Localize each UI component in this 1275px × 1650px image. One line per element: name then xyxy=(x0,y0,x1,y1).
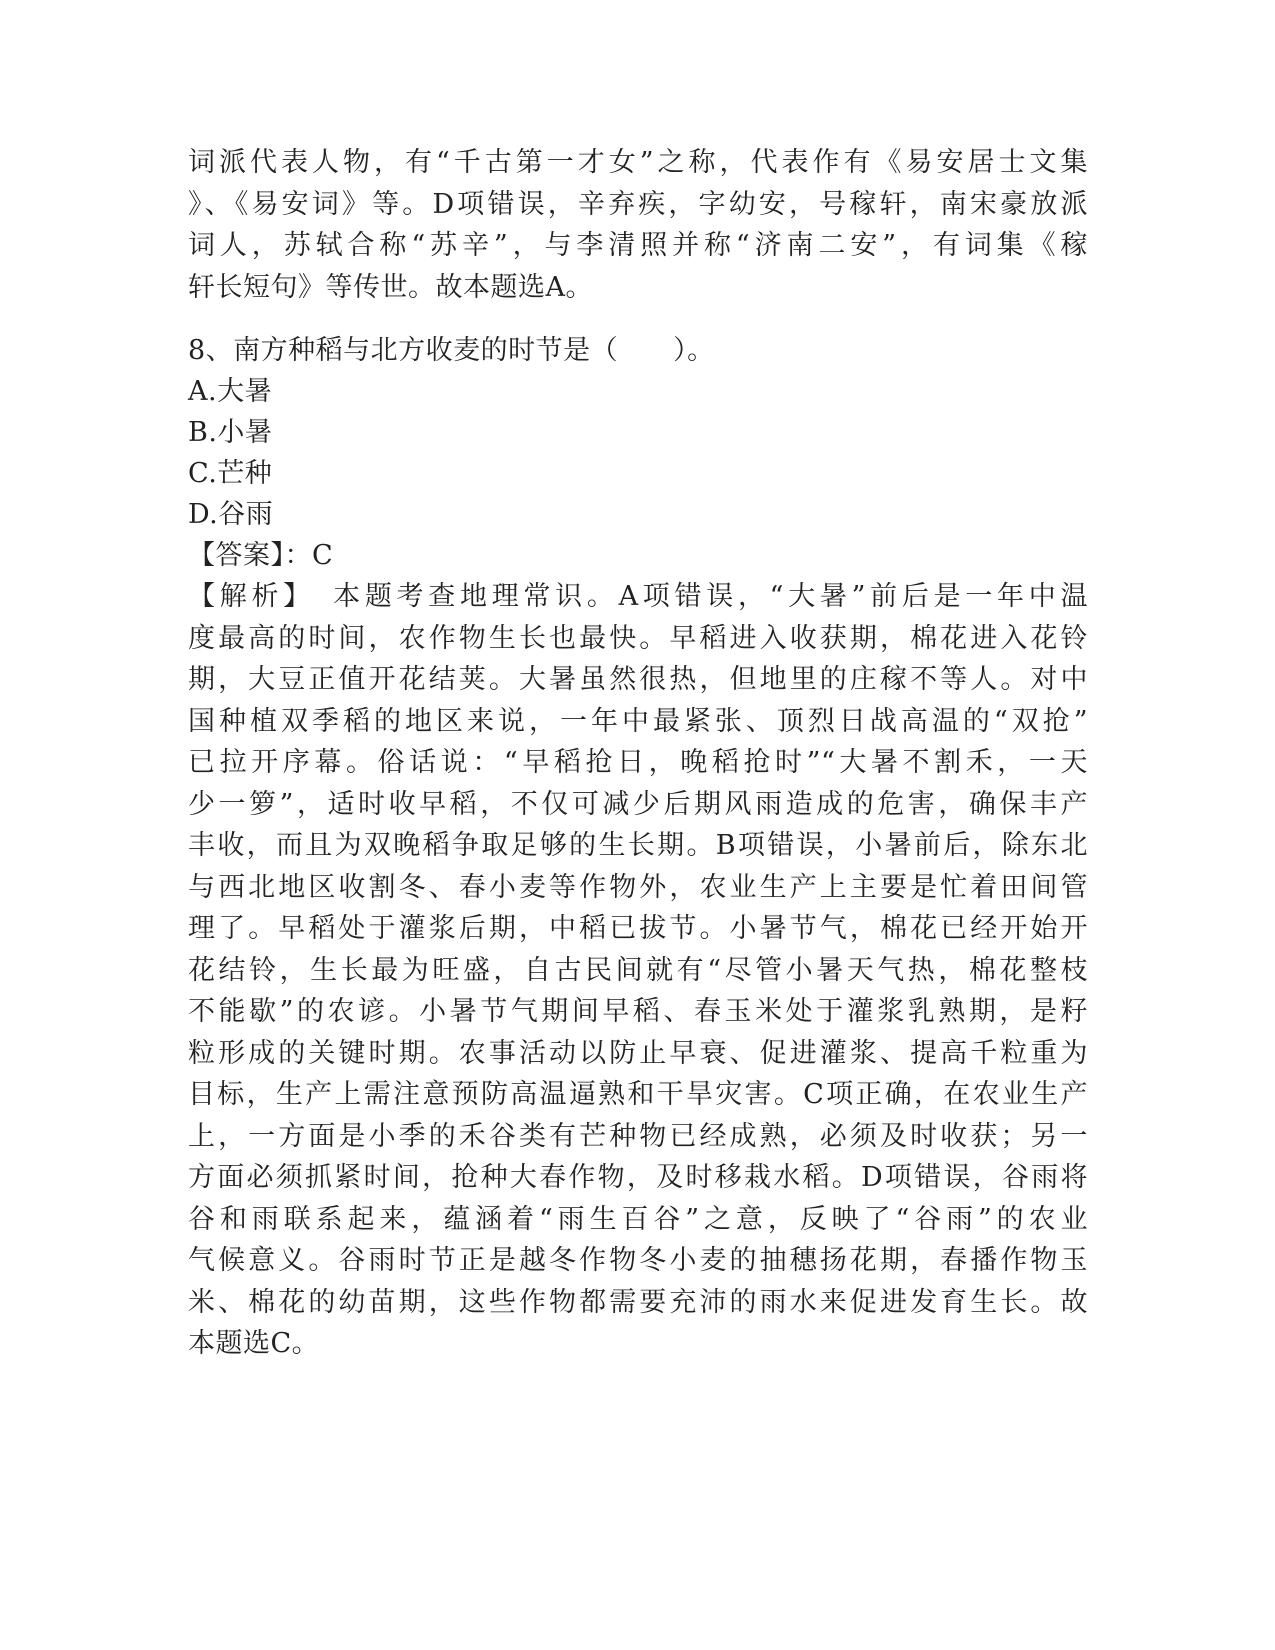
explanation-line: 米、棉花的幼苗期，这些作物都需要充沛的雨水来促进发育生长。故 xyxy=(188,1287,1088,1318)
explanation-line: 气候意义。谷雨时节正是越冬作物冬小麦的抽穗扬花期，春播作物玉 xyxy=(188,1245,1088,1276)
explanation-line: 国种植双季稻的地区来说，一年中最紧张、顶烈日战高温的“双抢” xyxy=(188,706,1088,737)
prev-explanation-line: 词派代表人物，有“千古第一才女”之称，代表作有《易安居士文集 xyxy=(188,147,1088,178)
prev-explanation-line: 轩长短句》等传世。故本题选A。 xyxy=(188,272,593,303)
explanation-line: 粒形成的关键时期。农事活动以防止早衰、促进灌浆、提高千粒重为 xyxy=(188,1038,1088,1069)
explanation-line: 不能歇”的农谚。小暑节气期间早稻、春玉米处于灌浆乳熟期，是籽 xyxy=(188,996,1088,1027)
explanation-line: 度最高的时间，农作物生长也最快。早稻进入收获期，棉花进入花铃 xyxy=(188,623,1088,654)
question-stem: 8、南方种稻与北方收麦的时节是（ ）。 xyxy=(188,335,715,366)
explanation-line: 与西北地区收割冬、春小麦等作物外，农业生产上主要是忙着田间管 xyxy=(188,872,1088,903)
explanation-line: 理了。早稻处于灌浆后期，中稻已拔节。小暑节气，棉花已经开始开 xyxy=(188,913,1088,944)
prev-explanation-line: 》、《易安词》等。D项错误，辛弃疾，字幼安，号稼轩，南宋豪放派 xyxy=(188,189,1088,220)
explanation-line: 已拉开序幕。俗话说：“早稻抢日，晚稻抢时”“大暑不割禾，一天 xyxy=(188,747,1088,778)
explanation-line: 本题选C。 xyxy=(188,1328,320,1359)
explanation-line: 方面必须抓紧时间，抢种大春作物，及时移栽水稻。D项错误，谷雨将 xyxy=(188,1162,1088,1193)
option-d: D.谷雨 xyxy=(188,499,274,530)
option-a: A.大暑 xyxy=(188,376,273,407)
explanation-line: 少一箩”，适时收早稻，不仅可减少后期风雨造成的危害，确保丰产 xyxy=(188,789,1088,820)
explanation-line: 目标，生产上需注意预防高温逼熟和干旱灾害。C项正确，在农业生产 xyxy=(188,1079,1088,1110)
explanation-line: 丰收，而且为双晚稻争取足够的生长期。B项错误，小暑前后，除东北 xyxy=(188,830,1088,861)
answer-line: 【答案】：C xyxy=(188,540,334,571)
explanation-line: 【解析】 本题考查地理常识。A项错误，“大暑”前后是一年中温 xyxy=(188,581,1088,612)
option-c: C.芒种 xyxy=(188,458,273,489)
explanation-line: 花结铃，生长最为旺盛，自古民间就有“尽管小暑天气热，棉花整枝 xyxy=(188,955,1088,986)
prev-explanation-line: 词人，苏轼合称“苏辛”，与李清照并称“济南二安”，有词集《稼 xyxy=(188,230,1088,261)
explanation-line: 谷和雨联系起来，蕴涵着“雨生百谷”之意，反映了“谷雨”的农业 xyxy=(188,1204,1088,1235)
explanation-line: 上，一方面是小季的禾谷类有芒种物已经成熟，必须及时收获；另一 xyxy=(188,1121,1088,1152)
option-b: B.小暑 xyxy=(188,417,273,448)
explanation-line: 期，大豆正值开花结荚。大暑虽然很热，但地里的庄稼不等人。对中 xyxy=(188,664,1088,695)
